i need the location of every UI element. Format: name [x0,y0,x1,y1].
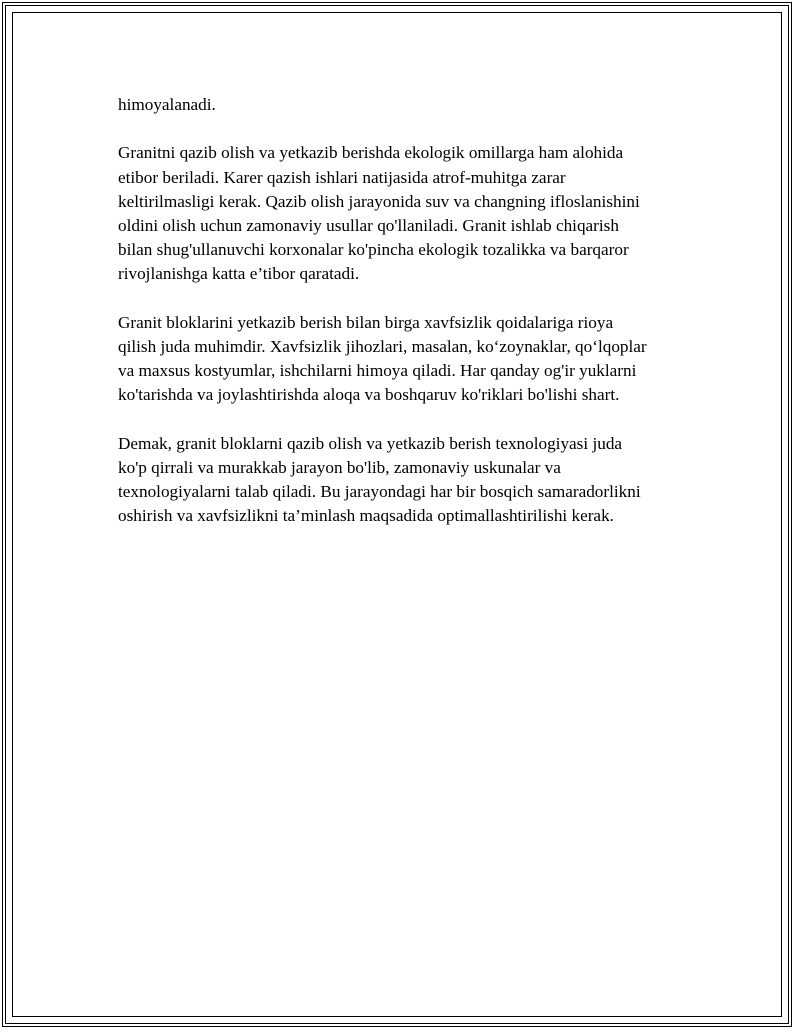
paragraph-ecology: Granitni qazib olish va yetkazib berishda ekologik omillarga ham alohida etibor beriladi. Karer qazish ishlari natijasida atrof-muhitga zarar keltirilmasligi kerak. Qazib olish jarayonida suv va changning ifloslanishini oldini olish uchun zamonaviy usullar qo'llaniladi. Granit ishlab chiqarish bilan shug'ullanuvchi korxonalar ko'pincha ekologik tozalikka va barqaror rivojlanishga katta e’tibor qaratadi. [118,143,640,284]
paragraph-continuation: himoyalanadi. [118,95,216,114]
paragraph-safety: Granit bloklarini yetkazib berish bilan birga xavfsizlik qoidalariga rioya qilish juda muhimdir. Xavfsizlik jihozlari, masalan, ko‘zoynaklar, qo‘lqoplar va maxsus kostyumlar, ishchilarni himoya qiladi. Har qanday og'ir yuklarni ko'tarishda va joylashtirishda aloqa va boshqaruv ko'riklari bo'lishi shart. [118,312,647,405]
document-body [118,93,698,553]
paragraph-conclusion: Demak, granit bloklarni qazib olish va yetkazib berish texnologiyasi juda ko'p qirrali va murakkab jarayon bo'lib, zamonaviy uskunalar va texnologiyalarni talab qiladi. Bu jarayondagi har bir bosqich samaradorlikni oshirish va xavfsizlikni ta’minlash maqsadida optimallashtirilishi kerak. [118,433,641,526]
